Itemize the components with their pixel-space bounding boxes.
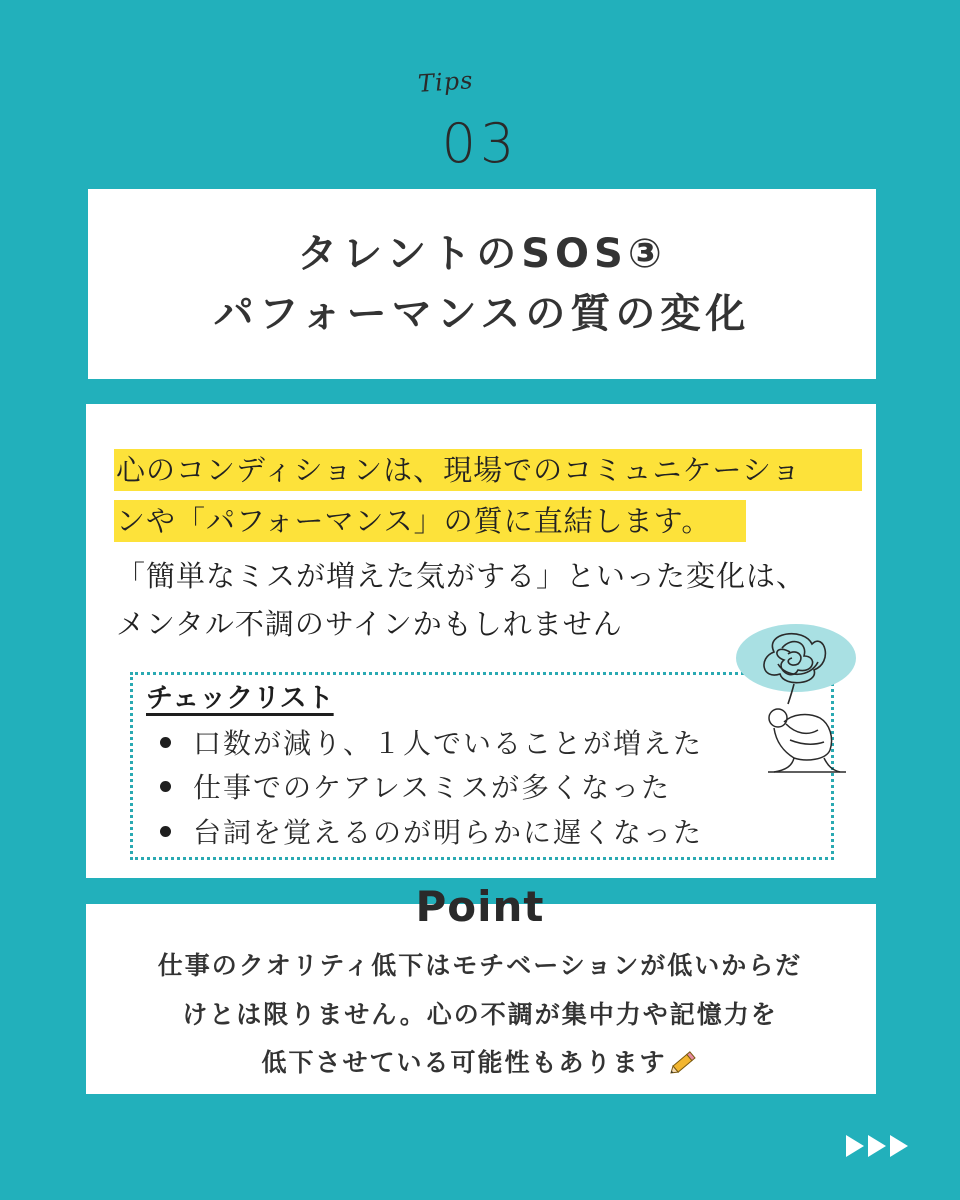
checklist-item [160,766,671,806]
bullet-icon [160,737,171,748]
point-title: Point [415,882,545,931]
checklist-item-text: 口数が減り、１人でいることが増えた [193,727,704,760]
bullet-icon [160,781,171,792]
body-line-4: メンタル不調のサインかもしれません [116,607,623,641]
checklist-item-text: 台詞を覚えるのが明らかに遅くなった [193,816,704,849]
anxious-person-icon [734,622,858,778]
title-card [88,189,876,379]
tips-script-label: Tips [417,66,475,98]
checklist-title: チェックリスト [146,683,334,714]
body-line-2: ンや「パフォーマンス」の質に直結します。 [116,504,712,538]
point-line-3-text: 低下させている可能性もあります [261,1048,667,1077]
checklist-item [160,722,703,762]
body-line-1: 心のコンディションは、現場でのコミュニケーショ [116,453,802,487]
triple-arrow-icon[interactable] [846,1133,910,1159]
point-line-1: 仕事のクオリティ低下はモチベーションが低いからだ [157,951,803,980]
pencil-icon [669,1049,699,1075]
checklist-item [160,811,703,851]
point-line-2: けとは限りません。心の不調が集中力や記憶力を [182,1000,778,1029]
title-line-2: パフォーマンスの質の変化 [213,291,751,337]
bullet-icon [160,826,171,837]
tips-number: 03 [441,112,519,175]
point-line-3 [0,1043,960,1079]
title-line-1: タレントのSOS③ [297,231,667,277]
body-line-3: 「簡単なミスが増えた気がする」といった変化は、 [116,559,807,593]
checklist-item-text: 仕事でのケアレスミスが多くなった [193,771,672,804]
